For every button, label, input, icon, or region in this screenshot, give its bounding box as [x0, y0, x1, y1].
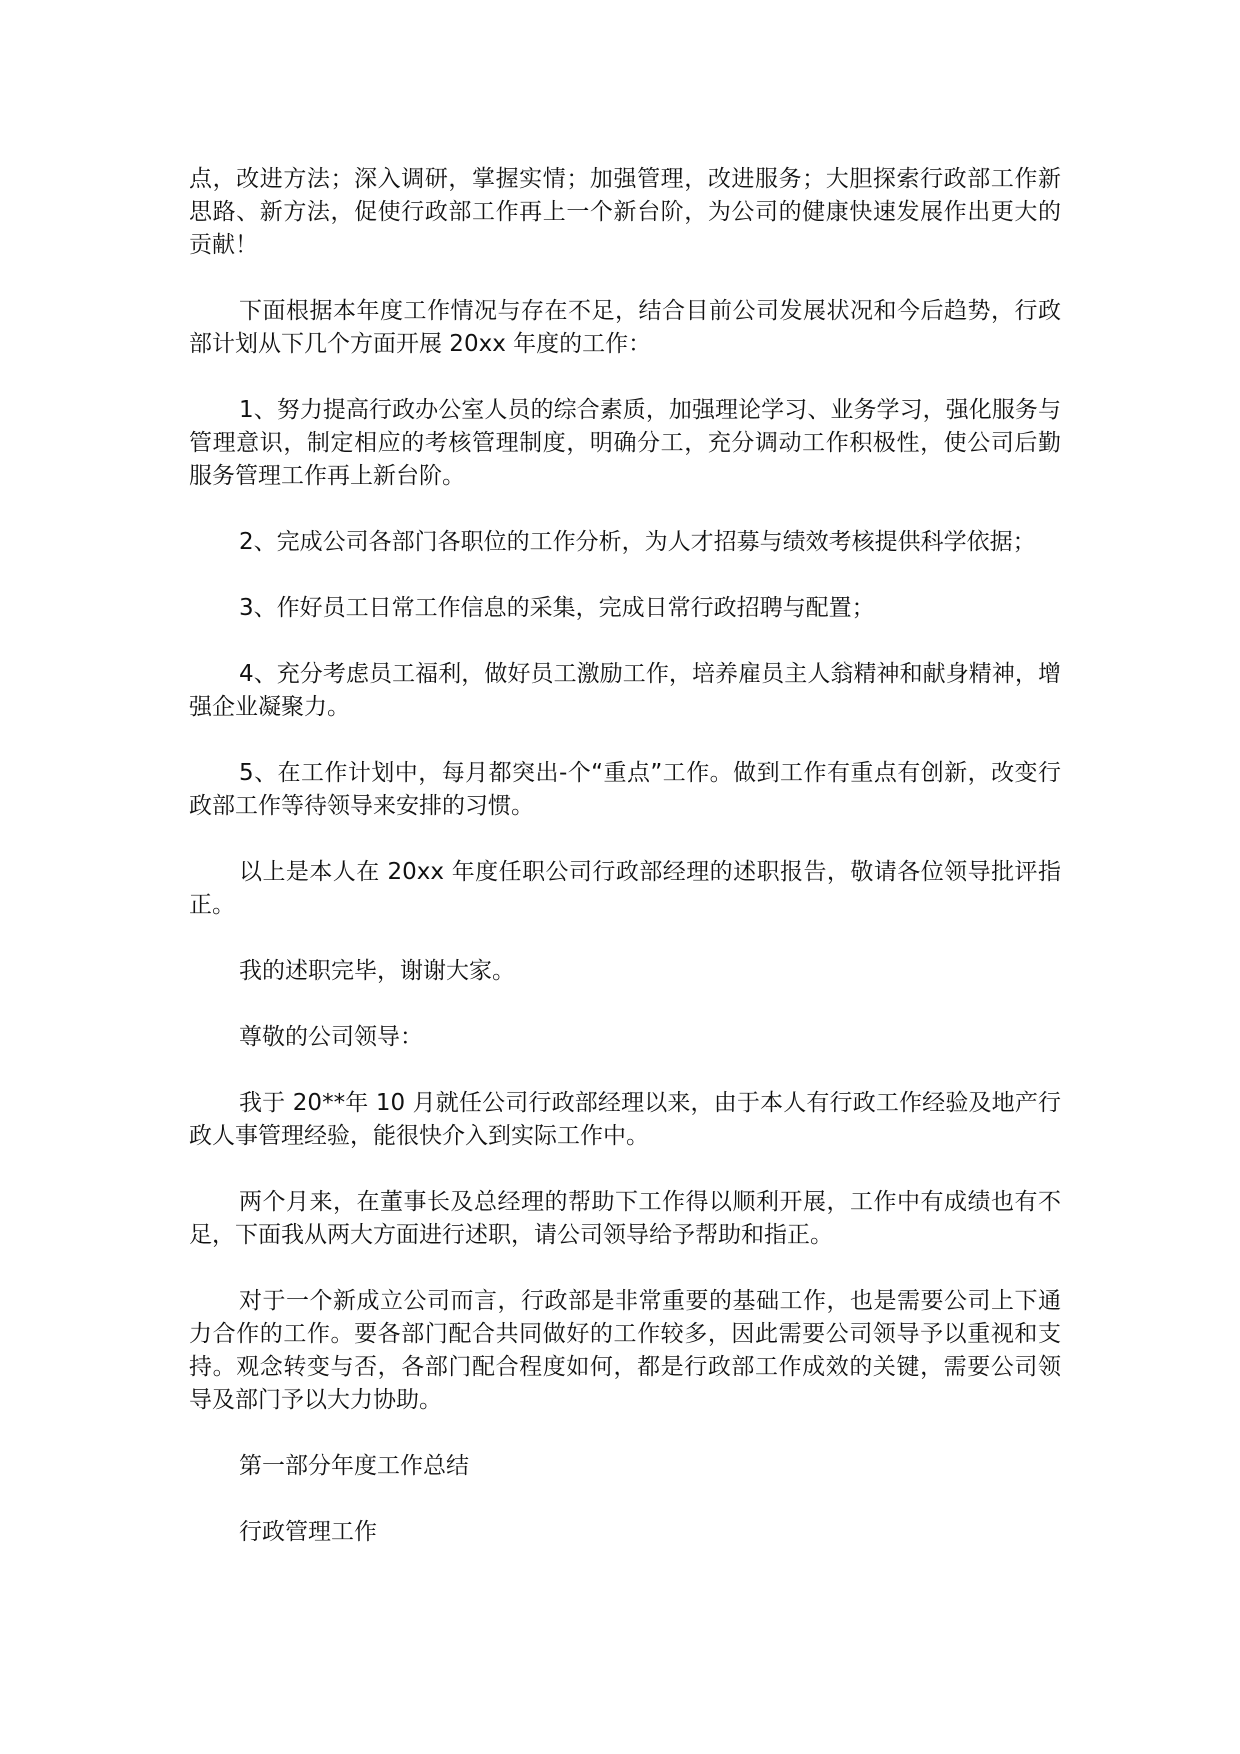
paragraph-2: 下面根据本年度工作情况与存在不足，结合目前公司发展状况和今后趋势，行政部计划从下几个方面开展 20xx 年度的工作： [189, 298, 1061, 357]
paragraph-8: 以上是本人在 20xx 年度任职公司行政部经理的述职报告，敬请各位领导批评指正。 [189, 859, 1061, 918]
document-body [189, 163, 1061, 1582]
paragraph-5: 3、作好员工日常工作信息的采集，完成日常行政招聘与配置； [239, 595, 875, 621]
paragraph-1: 点，改进方法；深入调研，掌握实情；加强管理，改进服务；大胆探索行政部工作新思路、新方法，促使行政部工作再上一个新台阶，为公司的健康快速发展作出更大的贡献！ [189, 166, 1061, 258]
paragraph-7: 5、在工作计划中，每月都突出-个“重点”工作。做到工作有重点有创新，改变行政部工作等待领导来安排的习惯。 [189, 760, 1061, 819]
paragraph-11: 我于 20**年 10 月就任公司行政部经理以来，由于本人有行政工作经验及地产行政人事管理经验，能很快介入到实际工作中。 [189, 1090, 1061, 1149]
paragraph-4: 2、完成公司各部门各职位的工作分析，为人才招募与绩效考核提供科学依据； [239, 529, 1036, 555]
paragraph-10: 尊敬的公司领导： [239, 1024, 423, 1050]
subsection-heading: 行政管理工作 [239, 1519, 377, 1545]
section-heading: 第一部分年度工作总结 [239, 1453, 469, 1479]
paragraph-9: 我的述职完毕，谢谢大家。 [239, 958, 515, 984]
paragraph-6: 4、充分考虑员工福利，做好员工激励工作，培养雇员主人翁精神和献身精神，增强企业凝聚力。 [189, 661, 1061, 720]
paragraph-12: 两个月来，在董事长及总经理的帮助下工作得以顺利开展，工作中有成绩也有不足，下面我从两大方面进行述职，请公司领导给予帮助和指正。 [189, 1189, 1061, 1248]
paragraph-13: 对于一个新成立公司而言，行政部是非常重要的基础工作，也是需要公司上下通力合作的工作。要各部门配合共同做好的工作较多，因此需要公司领导予以重视和支持。观念转变与否，各部门配合程度如何，都是行政部工作成效的关键，需要公司领导及部门予以大力协助。 [189, 1288, 1061, 1413]
paragraph-3: 1、努力提高行政办公室人员的综合素质，加强理论学习、业务学习，强化服务与管理意识，制定相应的考核管理制度，明确分工，充分调动工作积极性，使公司后勤服务管理工作再上新台阶。 [189, 397, 1061, 489]
